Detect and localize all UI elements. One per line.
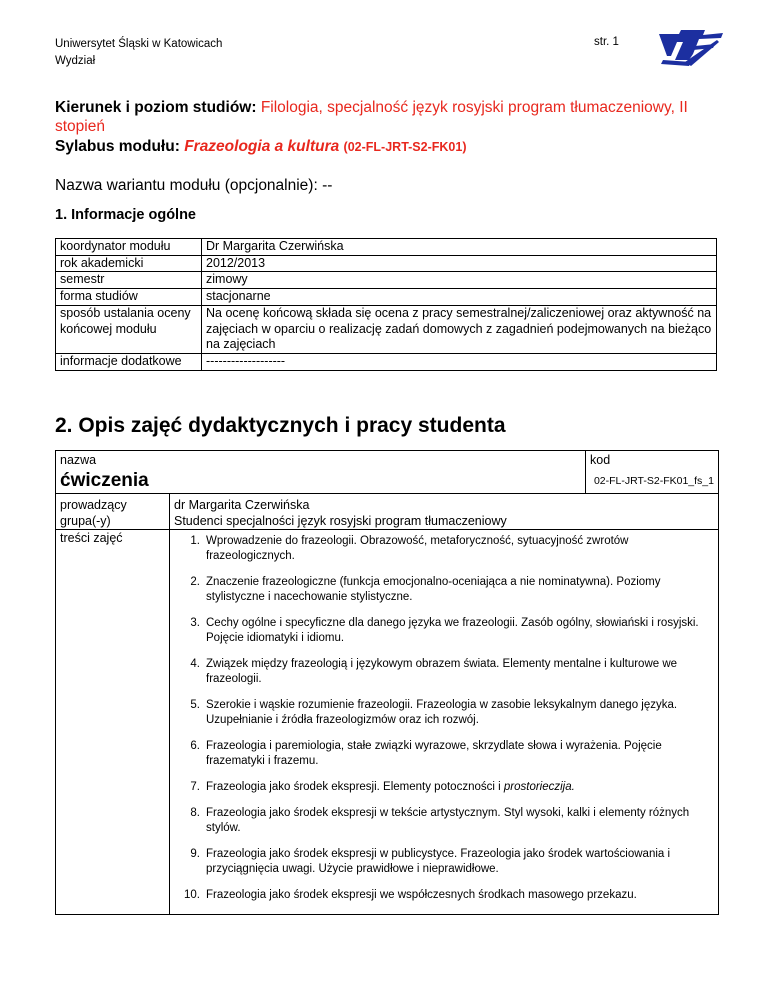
lecturer-value: dr Margarita Czerwińska	[174, 498, 310, 512]
info-label: informacje dodatkowe	[56, 353, 202, 370]
topic-text-wrap	[206, 575, 714, 605]
university-logo-icon	[655, 26, 725, 72]
topic-item	[174, 698, 714, 728]
topic-item	[174, 534, 714, 564]
topic-text-wrap	[206, 698, 714, 728]
topics-cell	[170, 530, 719, 915]
group-label: grupa(-y)	[60, 514, 111, 528]
info-value: zimowy	[202, 272, 717, 289]
topic-item	[174, 780, 714, 795]
topic-item	[174, 657, 714, 687]
info-label: semestr	[56, 272, 202, 289]
topic-text-wrap	[206, 657, 714, 687]
topic-text: Znaczenie frazeologiczne (funkcja emocjonalno-oceniająca a nie nominatywna). Poziomy stylistyczne i nacechowanie stylistyczne.	[206, 576, 661, 603]
lecturer-value-cell	[170, 494, 719, 530]
content-label-cell	[56, 530, 170, 915]
page-number: str. 1	[594, 36, 619, 48]
topic-item	[174, 847, 714, 877]
topics-list	[174, 534, 714, 903]
section-2-title: 2. Opis zajęć dydaktycznych i pracy studenta	[55, 414, 506, 437]
topic-number: 9.	[190, 848, 200, 860]
section-1-title: 1. Informacje ogólne	[55, 207, 196, 223]
topic-text: Związek między frazeologią i językowym obrazem świata. Elementy mentalne i kulturowe we frazeologii.	[206, 658, 678, 685]
info-label: sposób ustalania oceny końcowej modułu	[56, 305, 202, 353]
topic-number: 5.	[190, 699, 200, 711]
group-value: Studenci specjalności język rosyjski program tłumaczeniowy	[174, 514, 507, 528]
topic-number: 6.	[190, 740, 200, 752]
info-row	[56, 255, 717, 272]
topic-italic-text: prostorieczija.	[503, 781, 575, 793]
kod-cell	[586, 451, 719, 470]
info-row	[56, 272, 717, 289]
topic-text: Frazeologia jako środek ekspresji w tekście artystycznym. Styl wysoki, kalki i elementy różnych stylów.	[206, 807, 690, 834]
topic-number: 10.	[184, 889, 200, 901]
topic-number: 2.	[190, 576, 200, 588]
topic-text-wrap	[206, 780, 714, 795]
syllabus-code: (02-FL-JRT-S2-FK01)	[343, 140, 467, 154]
lecturer-label: prowadzący	[60, 498, 127, 512]
info-value: Dr Margarita Czerwińska	[202, 239, 717, 256]
info-value: -------------------	[202, 353, 717, 370]
program-info	[55, 98, 725, 136]
program-value: Filologia, specjalność język rosyjski program tłumaczeniowy, II stopień	[55, 99, 688, 135]
info-value: Na ocenę końcową składa się ocena z pracy semestralnej/zaliczeniowej oraz aktywność na zajęciach w oparciu o realizację zadań domowych z zagadnień podejmowanych na bieżąco na zajęciach	[202, 305, 717, 353]
nazwa-cell	[56, 451, 586, 470]
info-value: 2012/2013	[202, 255, 717, 272]
topic-number: 7.	[190, 781, 200, 793]
syllabus-line	[55, 138, 466, 156]
syllabus-name: Frazeologia a kultura	[184, 138, 340, 155]
topic-item	[174, 888, 714, 903]
topic-number: 3.	[190, 617, 200, 629]
topic-text: Frazeologia jako środek ekspresji w publicystyce. Frazeologia jako środek wartościowania i przyciągnięcia uwagi. Użycie prawidłowe i nieprawidłowe.	[206, 848, 671, 875]
info-label: rok akademicki	[56, 255, 202, 272]
info-value: stacjonarne	[202, 289, 717, 306]
faculty-name: Wydział	[55, 55, 96, 67]
topic-text: Frazeologia jako środek ekspresji. Elementy potoczności i	[206, 781, 504, 793]
topic-text-wrap	[206, 806, 714, 836]
kod-value: 02-FL-JRT-S2-FK01_fs_1	[593, 475, 714, 487]
lecturer-label-cell	[56, 494, 170, 530]
topic-text: Frazeologia jako środek ekspresji we współczesnych środkach masowego przekazu.	[206, 889, 637, 901]
header-left	[55, 36, 222, 70]
class-name-cell	[56, 469, 586, 494]
class-name: ćwiczenia	[60, 470, 149, 491]
kod-value-cell	[586, 469, 719, 494]
info-row	[56, 239, 717, 256]
topic-item	[174, 575, 714, 605]
general-info-table	[55, 238, 717, 371]
topic-number: 8.	[190, 807, 200, 819]
topic-text: Cechy ogólne i specyficzne dla danego języka we frazeologii. Zasób ogólny, słowiański i rosyjski. Pojęcie idiomatyki i idiomu.	[206, 617, 699, 644]
topic-text-wrap	[206, 534, 714, 564]
topic-text-wrap	[206, 888, 714, 903]
topic-text-wrap	[206, 739, 714, 769]
info-row	[56, 353, 717, 370]
program-label: Kierunek i poziom studiów:	[55, 99, 257, 116]
university-name: Uniwersytet Śląski w Katowicach	[55, 38, 223, 50]
topic-item	[174, 739, 714, 769]
info-row	[56, 305, 717, 353]
info-row	[56, 289, 717, 306]
info-label: koordynator modułu	[56, 239, 202, 256]
kod-label: kod	[590, 453, 611, 467]
topic-text: Szerokie i wąskie rozumienie frazeologii. Frazeologia w zasobie leksykalnym danego języka. Uzupełnianie i źródła frazeologizmów oraz ich rozwój.	[206, 699, 678, 726]
topic-number: 4.	[190, 658, 200, 670]
variant-name: Nazwa wariantu modułu (opcjonalnie): --	[55, 177, 333, 194]
topic-item	[174, 806, 714, 836]
topic-text-wrap	[206, 847, 714, 877]
topic-item	[174, 616, 714, 646]
topic-text-wrap	[206, 616, 714, 646]
class-description-table	[55, 450, 719, 915]
content-label: treści zajęć	[60, 531, 123, 545]
nazwa-label: nazwa	[60, 453, 97, 467]
topic-number: 1.	[190, 535, 200, 547]
topic-text: Wprowadzenie do frazeologii. Obrazowość, metaforyczność, sytuacyjność zwrotów frazeologicznych.	[206, 535, 629, 562]
info-label: forma studiów	[56, 289, 202, 306]
syllabus-label: Sylabus modułu:	[55, 138, 180, 155]
topic-text: Frazeologia i paremiologia, stałe związki wyrazowe, skrzydlate słowa i wyrażenia. Pojęcie frazematyki i frazemu.	[206, 740, 662, 767]
